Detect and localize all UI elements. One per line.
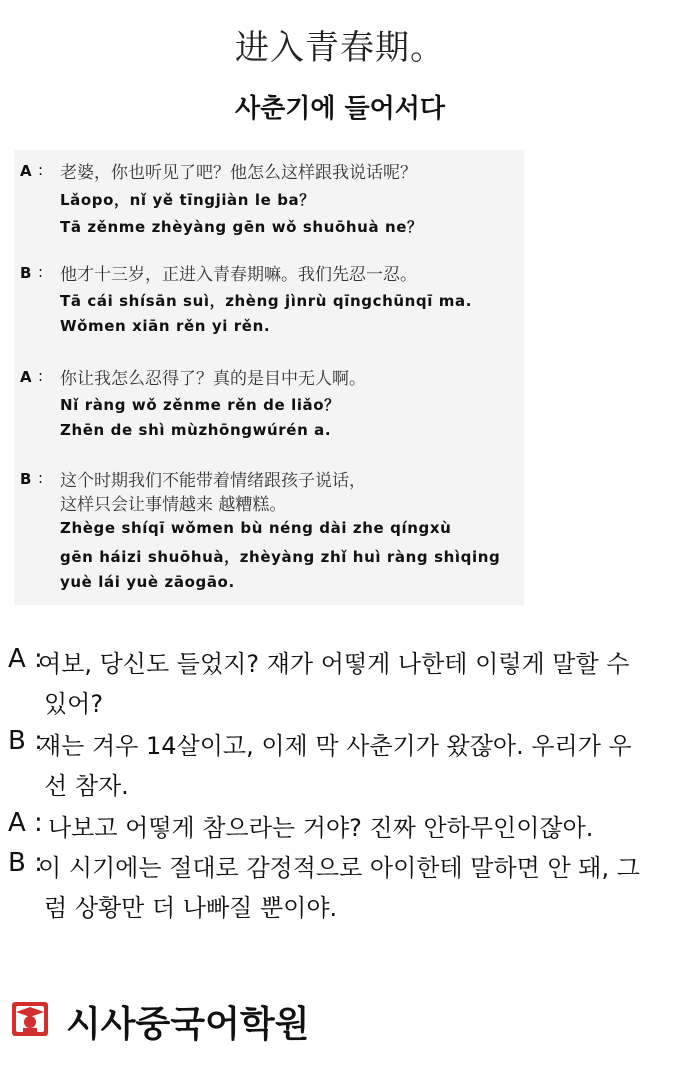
- speaker-colon: :: [38, 263, 44, 281]
- speaker-label: A: [20, 368, 32, 386]
- speaker-colon: :: [38, 161, 44, 179]
- pinyin-line: Wǒmen xiān rěn yi rěn.: [60, 317, 271, 335]
- translation-text: [38, 726, 672, 806]
- translation-line: 이 시기에는 절대로 감정적으로 아이한테 말하면 안 돼, 그: [38, 854, 640, 882]
- pinyin-line: Nǐ ràng wǒ zěnme rěn de liǎo？: [60, 396, 340, 414]
- pinyin-line: Tā cái shísān suì，zhèng jìnrù qīngchūnqī ma.: [60, 292, 473, 310]
- translation-line: 선 참자.: [44, 772, 129, 800]
- dialog-panel: [14, 150, 524, 605]
- pinyin-line: Lǎopo，nǐ yě tīngjiàn le ba？: [60, 191, 315, 209]
- academy-logo-text: 시사중국어학원: [66, 1004, 310, 1045]
- speaker-label: B: [20, 264, 32, 282]
- page-title-korean: 사춘기에 들어서다: [235, 94, 445, 124]
- academy-logo-icon: [10, 998, 50, 1038]
- pinyin-line: Zhège shíqī wǒmen bù néng dài zhe qíngxù: [60, 519, 452, 537]
- translation-line: 나보고 어떻게 참으라는 거야? 진짜 안하무인이잖아.: [48, 814, 594, 842]
- chinese-line: 老婆，你也听见了吧？他怎么这样跟我说话呢？: [60, 163, 417, 183]
- translation-line: 럼 상황만 더 나빠질 뿐이야.: [44, 894, 338, 922]
- pinyin-line: yuè lái yuè zāogāo.: [60, 573, 235, 591]
- pinyin-line: gēn háizi shuōhuà，zhèyàng zhǐ huì ràng shìqing: [60, 548, 501, 566]
- speaker-label: B: [20, 470, 32, 488]
- chinese-line: 这样只会让事情越来 越糟糕。: [60, 495, 287, 515]
- speaker-colon: :: [38, 367, 44, 385]
- pinyin-line: Zhēn de shì mùzhōngwúrén a.: [60, 421, 332, 439]
- translation-line: 여보, 당신도 들었지? 쟤가 어떻게 나한테 이렇게 말할 수: [38, 650, 630, 678]
- academy-logo: [10, 994, 370, 1045]
- translation-speaker: B :: [8, 848, 43, 878]
- pinyin-line: Tā zěnme zhèyàng gēn wǒ shuōhuà ne？: [60, 218, 423, 236]
- translation-text: [38, 644, 672, 724]
- chinese-line: 这个时期我们不能带着情绪跟孩子说话，: [60, 471, 366, 491]
- speaker-label: A: [20, 162, 32, 180]
- page-title-chinese: 进入青春期。: [235, 28, 445, 68]
- translation-speaker: B :: [8, 726, 43, 756]
- translation-line: 쟤는 겨우 14살이고, 이제 막 사춘기가 왔잖아. 우리가 우: [38, 732, 632, 760]
- chinese-line: 你让我怎么忍得了？真的是目中无人啊。: [60, 369, 366, 389]
- speaker-colon: :: [38, 469, 44, 487]
- translation-text: [38, 808, 672, 848]
- translation-line: 있어?: [44, 690, 104, 718]
- chinese-line: 他才十三岁，正进入青春期嘛。我们先忍一忍。: [60, 265, 417, 285]
- translation-speaker: A :: [8, 808, 43, 838]
- translation-text: [38, 848, 672, 928]
- translation-speaker: A :: [8, 644, 43, 674]
